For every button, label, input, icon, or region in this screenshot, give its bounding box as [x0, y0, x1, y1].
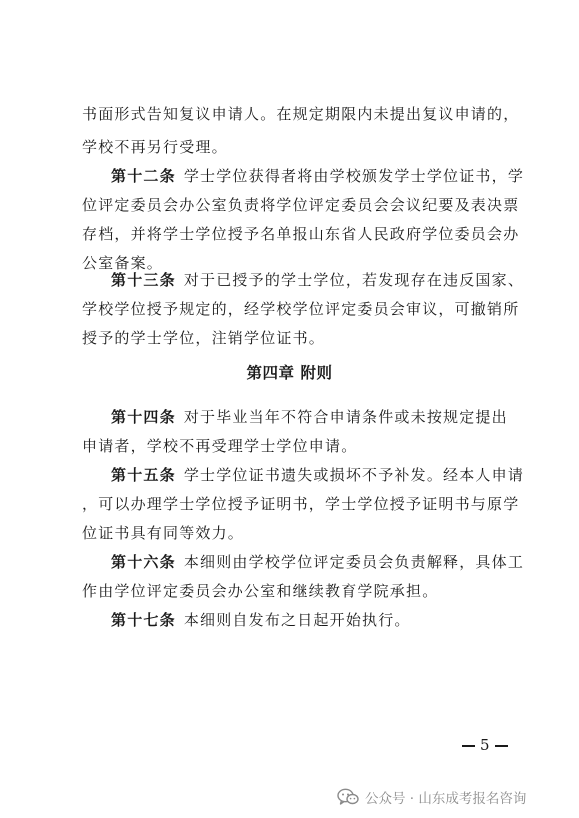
article-17-label: 第十七条: [111, 611, 176, 629]
paragraph-line: 公室备案。: [82, 254, 164, 272]
article-16-text: 本细则由学校学位评定委员会负责解释，具体工: [183, 553, 525, 571]
paragraph-line: 位证书具有同等效力。: [82, 524, 245, 542]
paragraph-line: 位评定委员会办公室负责将学位评定委员会会议纪要及表决票: [82, 196, 520, 214]
article-12-label: 第十二条: [111, 167, 176, 185]
article-12-text: 学士学位获得者将由学校颁发学士学位证书，学: [183, 167, 525, 185]
article-17-text: 本细则自发布之日起开始执行。: [183, 611, 411, 629]
page-number-value: 5: [480, 736, 490, 754]
article-13-label: 第十三条: [111, 271, 176, 289]
paragraph-line: 存档，并将学士学位授予名单报山东省人民政府学位委员会办: [82, 225, 520, 243]
article-12-first-line: [111, 166, 524, 186]
paragraph-line: 申请者，学校不再受理学士学位申请。: [82, 437, 358, 455]
page-number: [462, 735, 508, 755]
watermark-text: 公众号 · 山东成考报名咨询: [365, 791, 527, 807]
wechat-watermark: [337, 788, 526, 806]
article-13-text: 对于已授予的学士学位，若发现存在违反国家、: [183, 271, 525, 289]
paragraph-line: 授予的学士学位，注销学位证书。: [82, 329, 326, 347]
paragraph-line: 学校不再另行受理。: [82, 138, 228, 156]
article-13-first-line: [111, 270, 524, 290]
wechat-icon: [337, 788, 359, 806]
article-15-label: 第十五条: [111, 466, 176, 484]
paragraph-line: 学校学位授予规定的，经学校学位评定委员会审议，可撤销所: [82, 300, 520, 318]
paragraph-line: 作由学位评定委员会办公室和继续教育学院承担。: [82, 582, 439, 600]
article-14-first-line: [111, 407, 508, 427]
article-17-first-line: [111, 610, 411, 630]
article-14-label: 第十四条: [111, 408, 176, 426]
paragraph-line: ，可以办理学士学位授予证明书，学士学位授予证明书与原学: [82, 495, 520, 513]
article-15-first-line: [111, 465, 524, 485]
chapter-heading: 第四章 附则: [246, 364, 333, 382]
article-16-first-line: [111, 552, 524, 572]
article-16-label: 第十六条: [111, 553, 176, 571]
article-14-text: 对于毕业当年不符合申请条件或未按规定提出: [183, 408, 508, 426]
page-number-dash-right: [495, 745, 508, 747]
page-number-dash-left: [462, 745, 475, 747]
paragraph-line: 书面形式告知复议申请人。在规定期限内未提出复议申请的，: [82, 105, 520, 123]
article-15-text: 学士学位证书遗失或损坏不予补发。经本人申请: [183, 466, 525, 484]
